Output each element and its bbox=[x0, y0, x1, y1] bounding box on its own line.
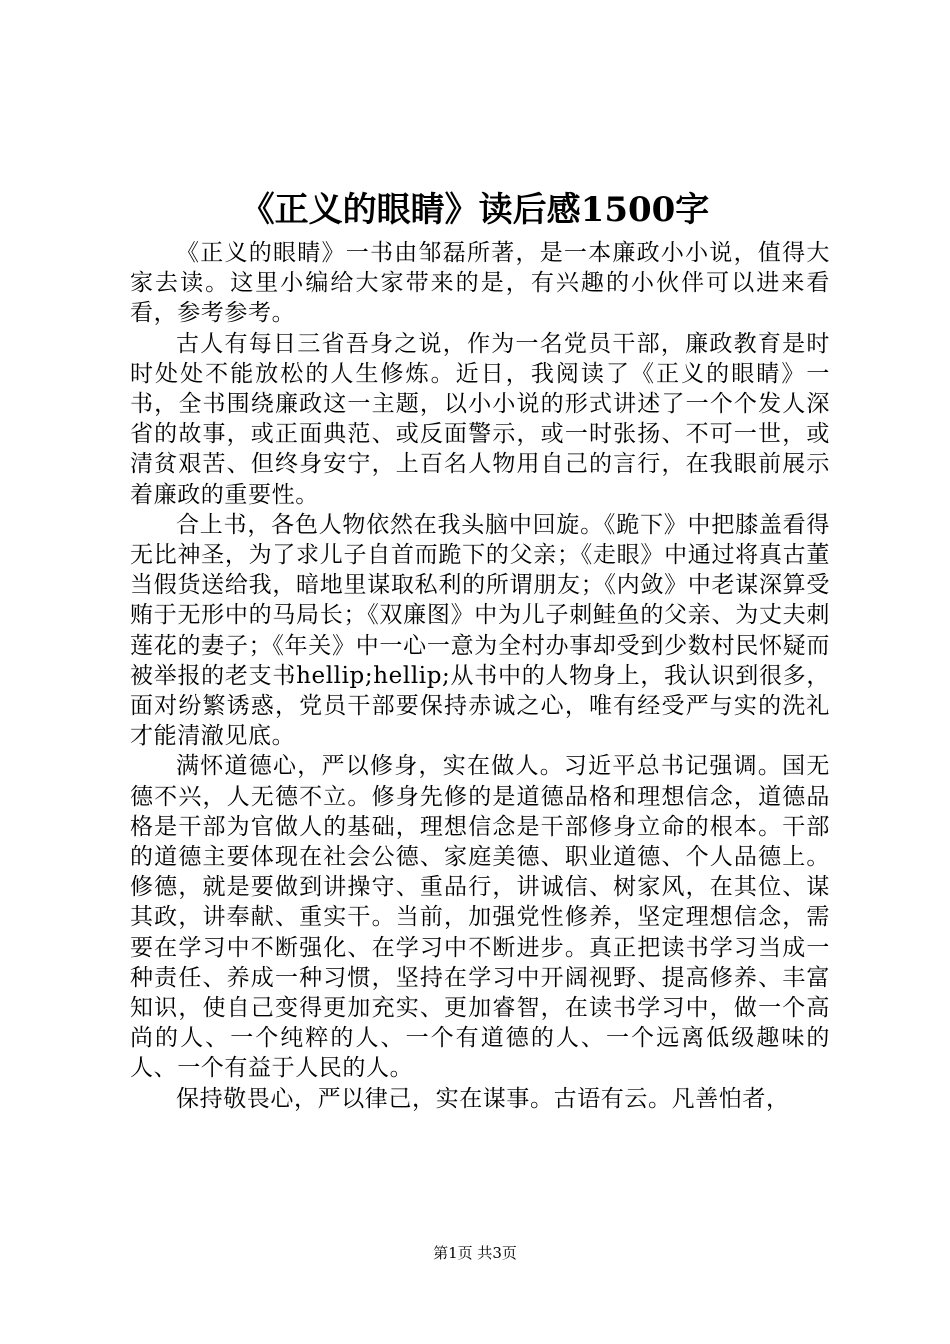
paragraph-characters: 合上书，各色人物依然在我头脑中回旋。《跪下》中把膝盖看得无比神圣，为了求儿子自首而跪下的父亲；《走眼》中通过将真古董当假货送给我，暗地里谋取私利的所谓朋友；《内敛》中老谋深算受贿于无形中的马局长；《双廉图》中为儿子刺鲑鱼的父亲、为丈夫刺莲花的妻子；《年关》中一心一意为全村办事却受到少数村民怀疑而被举报的老支书hellip;hellip;从书中的人物身上，我认识到很多，面对纷繁诱惑，党员干部要保持赤诚之心，唯有经受严与实的洗礼才能清澈见底。 bbox=[130, 511, 830, 750]
document-title: 《正义的眼睛》读后感1500字 bbox=[240, 190, 710, 230]
paragraph-reverence: 保持敬畏心，严以律己，实在谋事。古语有云。凡善怕者， bbox=[176, 1085, 790, 1112]
paragraph-self-reflection: 古人有每日三省吾身之说，作为一名党员干部，廉政教育是时时处处不能放松的人生修炼。近日，我阅读了《正义的眼睛》一书，全书围绕廉政这一主题，以小小说的形式讲述了一个个发人深省的故事，或正面典范、或反面警示，或一时张扬、不可一世，或清贫艰苦、但终身安宁，上百名人物用自己的言行，在我眼前展示着廉政的重要性。 bbox=[130, 330, 830, 508]
paragraph-moral-heart: 满怀道德心，严以修身，实在做人。习近平总书记强调。国无德不兴，人无德不立。修身先修的是道德品格和理想信念，道德品格是干部为官做人的基础，理想信念是干部修身立命的根本。干部的道德主要体现在社会公德、家庭美德、职业道德、个人品德上。修德，就是要做到讲操守、重品行，讲诚信、树家风，在其位、谋其政，讲奉献、重实干。当前，加强党性修养，坚定理想信念，需要在学习中不断强化、在学习中不断进步。真正把读书学习当成一种责任、养成一种习惯，坚持在学习中开阔视野、提高修养、丰富知识，使自己变得更加充实、更加睿智，在读书学习中，做一个高尚的人、一个纯粹的人、一个有道德的人、一个远离低级趣味的人、一个有益于人民的人。 bbox=[130, 753, 830, 1082]
paragraph-intro: 《正义的眼睛》一书由邹磊所著，是一本廉政小小说，值得大家去读。这里小编给大家带来的是，有兴趣的小伙伴可以进来看看，参考参考。 bbox=[130, 240, 830, 327]
page-number-footer: 第1页 共3页 bbox=[433, 1244, 517, 1262]
document-body bbox=[130, 238, 830, 1114]
